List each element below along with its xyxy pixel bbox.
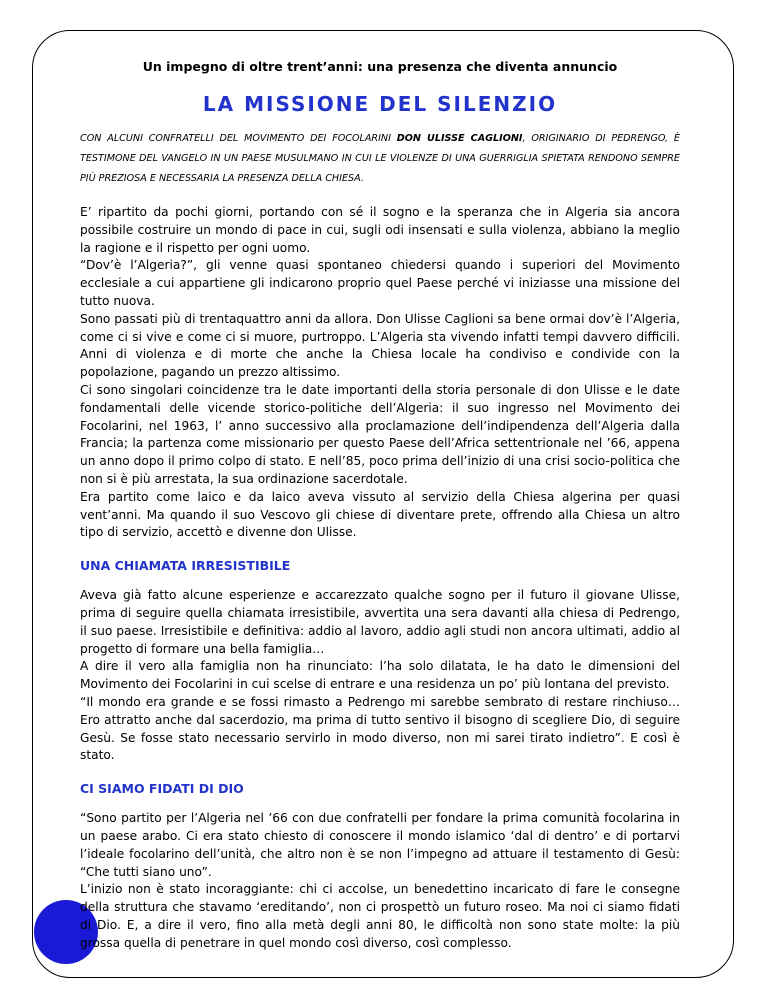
paragraph: Sono passati più di trentaquattro anni da allora. Don Ulisse Caglioni sa bene ormai dov’è l’Algeria, come ci si vive e come ci si muore, purtroppo. L’Algeria sta vivendo infatti tempi davvero difficili. Anni di violenza e di morte che anche la Chiesa locale ha condiviso e condivide con la popolazione, pagando un prezzo altissimo. (80, 311, 680, 380)
section-heading-chiamata: UNA CHIAMATA IRRESISTIBILE (80, 558, 291, 574)
page-title: LA MISSIONE DEL SILENZIO (202, 92, 558, 116)
intro-name: DON ULISSE CAGLIONI (396, 133, 523, 144)
paragraph: “Il mondo era grande e se fossi rimasto a Pedrengo mi sarebbe sembrato di restare rinchiuso…Ero attratto anche dal sacerdozio, ma prima di tutto sentivo il bisogno di scegliere Dio, di seguire Gesù. Se fosse stato necessario servirlo in modo diverso, non mi sarei tirato indietro”. E così è stato. (80, 694, 680, 763)
body-section-1 (80, 204, 680, 542)
intro-part-1: CON ALCUNI CONFRATELLI DEL MOVIMENTO DEI FOCOLARINI (80, 133, 397, 144)
paragraph: E’ ripartito da pochi giorni, portando con sé il sogno e la speranza che in Algeria sia ancora possibile costruire un mondo di pace in cui, sugli odi insensati e sulla violenza, abbiano la meglio la ragione e il rispetto per ogni uomo. (80, 205, 680, 255)
body-section-2 (80, 587, 680, 765)
kicker: Un impegno di oltre trent’anni: una presenza che diventa annuncio (142, 59, 618, 74)
article (80, 58, 680, 952)
body-section-3 (80, 810, 680, 952)
paragraph: L’inizio non è stato incoraggiante: chi ci accolse, un benedettino incaricato di fare le consegne della struttura che stavamo ‘ereditando’, non ci prospettò un futuro roseo. Ma noi ci siamo fidati di Dio. E, a dire il vero, fino alla metà degli anni 80, le difficoltà non sono state molte: la più grossa quella di penetrare in quel mondo così diverso, così complesso. (80, 882, 680, 950)
intro-part-2: , ORIGINARIO DI PEDRENGO, È TESTIMONE DEL VANGELO IN UN PAESE MUSULMANO IN CUI LE VIOLENZE DI UNA GUERRIGLIA SPIETATA RENDONO SEMPRE PIÙ PREZIOSA E NECESSARIA LA PRESENZA DELLA CHIESA. (80, 133, 680, 184)
paragraph: “Sono partito per l’Algeria nel ’66 con due confratelli per fondare la prima comunità focolarina in un paese arabo. Ci era stato chiesto di conoscere il mondo islamico ‘dal di dentro’ e di portarvi l’ideale focolarino dell’unità, che altro non è se non l’impegno ad attuare il testamento di Gesù: “Che tutti siano uno”. (80, 811, 680, 879)
section-heading-fidati: CI SIAMO FIDATI DI DIO (80, 781, 244, 797)
paragraph: Era partito come laico e da laico aveva vissuto al servizio della Chiesa algerina per quasi vent’anni. Ma quando il suo Vescovo gli chiese di diventare prete, offrendo alla Chiesa un altro tipo di servizio, accettò e divenne don Ulisse. (80, 489, 680, 540)
paragraph: Aveva già fatto alcune esperienze e accarezzato qualche sogno per il futuro il giovane Ulisse, prima di seguire quella chiamata irresistibile, avvertita una sera davanti alla chiesa di Pedrengo, il suo paese. Irresistibile e definitiva: addio al lavoro, addio agli studi non ancora ultimati, addio al progetto di formare una bella famiglia… (80, 588, 680, 656)
paragraph: A dire il vero alla famiglia non ha rinunciato: l’ha solo dilatata, le ha dato le dimensioni del Movimento dei Focolarini in cui scelse di entrare e una residenza un po’ più lontana del previsto. (80, 659, 680, 692)
intro-paragraph (80, 129, 680, 189)
paragraph: Ci sono singolari coincidenze tra le date importanti della storia personale di don Ulisse e le date fondamentali delle vicende storico-politiche dell’Algeria: il suo ingresso nel Movimento dei Focolarini, nel 1963, l’ anno successivo alla proclamazione dell’indipendenza dell’Algeria dalla Francia; la partenza come missionario per questo Paese dell’Africa settentrionale nel ’66, appena un anno dopo il primo colpo di stato. E nell’85, poco prima dell’inizio di una crisi socio-politica che non si è più arrestata, la sua ordinazione sacerdotale. (80, 382, 680, 486)
paragraph: “Dov’è l’Algeria?”, gli venne quasi spontaneo chiedersi quando i superiori del Movimento ecclesiale a cui appartiene gli indicarono proprio quel Paese perché vi iniziasse una missione del tutto nuova. (80, 258, 680, 308)
